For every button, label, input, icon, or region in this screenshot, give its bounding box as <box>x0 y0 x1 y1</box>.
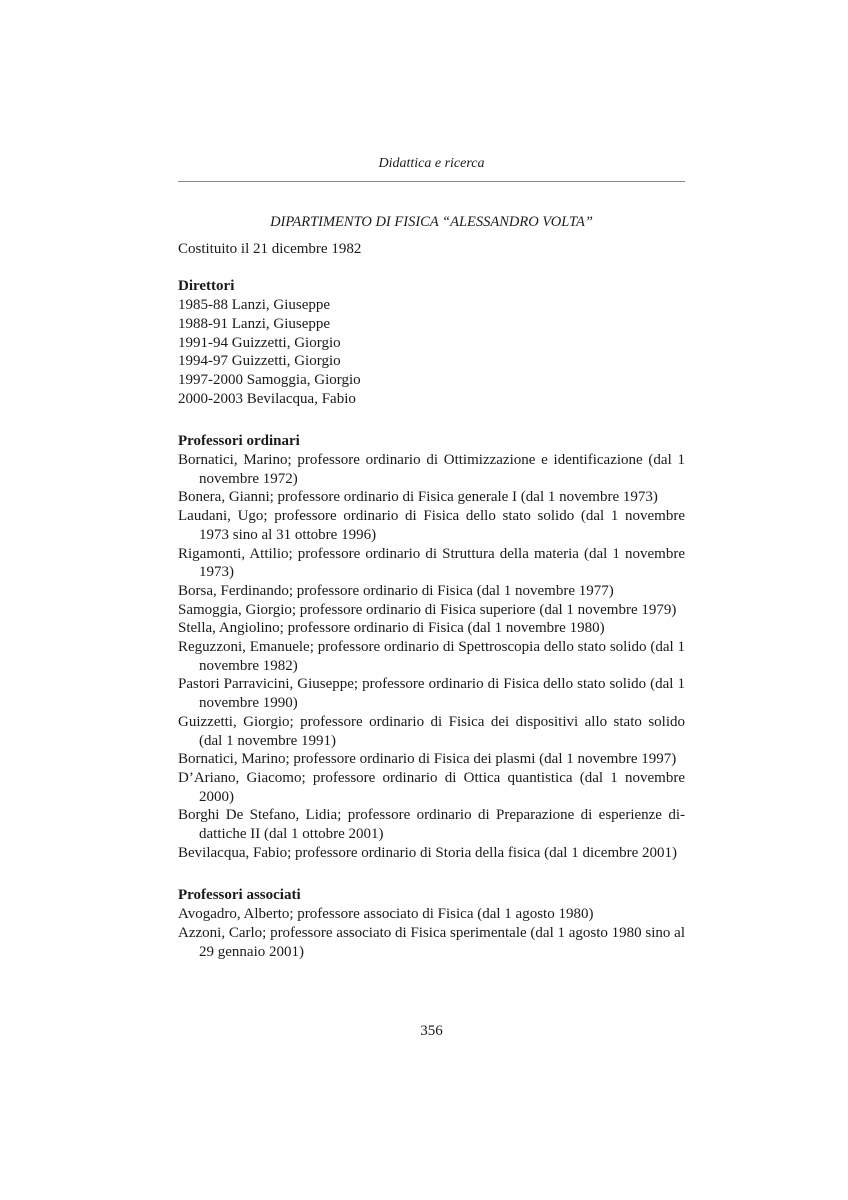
list-item: Stella, Angiolino; professore ordinario di Fisica (dal 1 novembre 1980) <box>178 620 605 637</box>
header-rule <box>178 181 685 182</box>
section-heading-associati: Professori associati <box>178 887 301 904</box>
list-item: 1988-91 Lanzi, Giuseppe <box>178 315 331 332</box>
list-item: Bornatici, Marino; professore ordinario di Fisica dei plasmi (dal 1 novembre 1997) <box>178 751 677 768</box>
department-title: DIPARTIMENTO DI FISICA “ALESSANDRO VOLTA” <box>270 214 593 230</box>
ordinari-list <box>178 451 685 862</box>
list-item: D’Ariano, Giacomo; professore ordinario di Ottica quantistica (dal 1 novembre 2000) <box>178 769 685 805</box>
page-number: 356 <box>420 1023 443 1039</box>
list-item: Rigamonti, Attilio; professore ordinario di Struttura della materia (dal 1 novembre 1973) <box>178 545 685 581</box>
list-item: Reguzzoni, Emanuele; professore ordinario di Spettroscopia dello stato solido (dal 1 novembre 1982) <box>178 639 685 674</box>
list-item: Samoggia, Giorgio; professore ordinario di Fisica superiore (dal 1 novembre 1979) <box>178 601 677 618</box>
list-item: 1994-97 Guizzetti, Giorgio <box>178 353 341 370</box>
associati-list <box>178 905 685 961</box>
list-item: 1997-2000 Samoggia, Giorgio <box>178 371 361 388</box>
list-item: 1985-88 Lanzi, Giuseppe <box>178 297 331 314</box>
direttori-list <box>178 296 685 408</box>
running-head: Didattica e ricerca <box>378 156 485 171</box>
list-item: Bornatici, Marino; professore ordinario di Ottimizzazione e identificazione (dal 1 novembre 1972) <box>178 452 685 487</box>
section-heading-direttori: Direttori <box>178 278 235 295</box>
list-item: 1991-94 Guizzetti, Giorgio <box>178 334 341 351</box>
list-item: Guizzetti, Giorgio; professore ordinario di Fisica dei dispositivi allo stato solido (dal 1 novembre 1991) <box>178 713 685 749</box>
list-item: Borghi De Stefano, Lidia; professore ordinario di Preparazione di esperienze didattiche II (dal 1 ottobre 2001) <box>178 807 685 843</box>
list-item: Bevilacqua, Fabio; professore ordinario di Storia della fisica (dal 1 dicembre 2001) <box>178 844 678 861</box>
list-item: Borsa, Ferdinando; professore ordinario di Fisica (dal 1 novembre 1977) <box>178 582 614 599</box>
section-heading-ordinari: Professori ordinari <box>178 433 300 450</box>
list-item: Avogadro, Alberto; professore associato di Fisica (dal 1 agosto 1980) <box>178 906 594 923</box>
list-item: 2000-2003 Bevilacqua, Fabio <box>178 390 356 407</box>
list-item: Azzoni, Carlo; professore associato di Fisica sperimentale (dal 1 agosto 1980 sino al 29 gennaio 2001) <box>178 924 685 960</box>
body-text <box>178 240 685 961</box>
founded-date: Costituito il 21 dicembre 1982 <box>178 241 362 257</box>
list-item: Pastori Parravicini, Giuseppe; professore ordinario di Fisica dello stato solido (dal 1 novembre 1990) <box>178 676 685 712</box>
list-item: Bonera, Gianni; professore ordinario di Fisica generale I (dal 1 novembre 1973) <box>178 489 658 506</box>
list-item: Laudani, Ugo; professore ordinario di Fisica dello stato solido (dal 1 novembre 1973 sino al 31 ottobre 1996) <box>178 508 685 543</box>
